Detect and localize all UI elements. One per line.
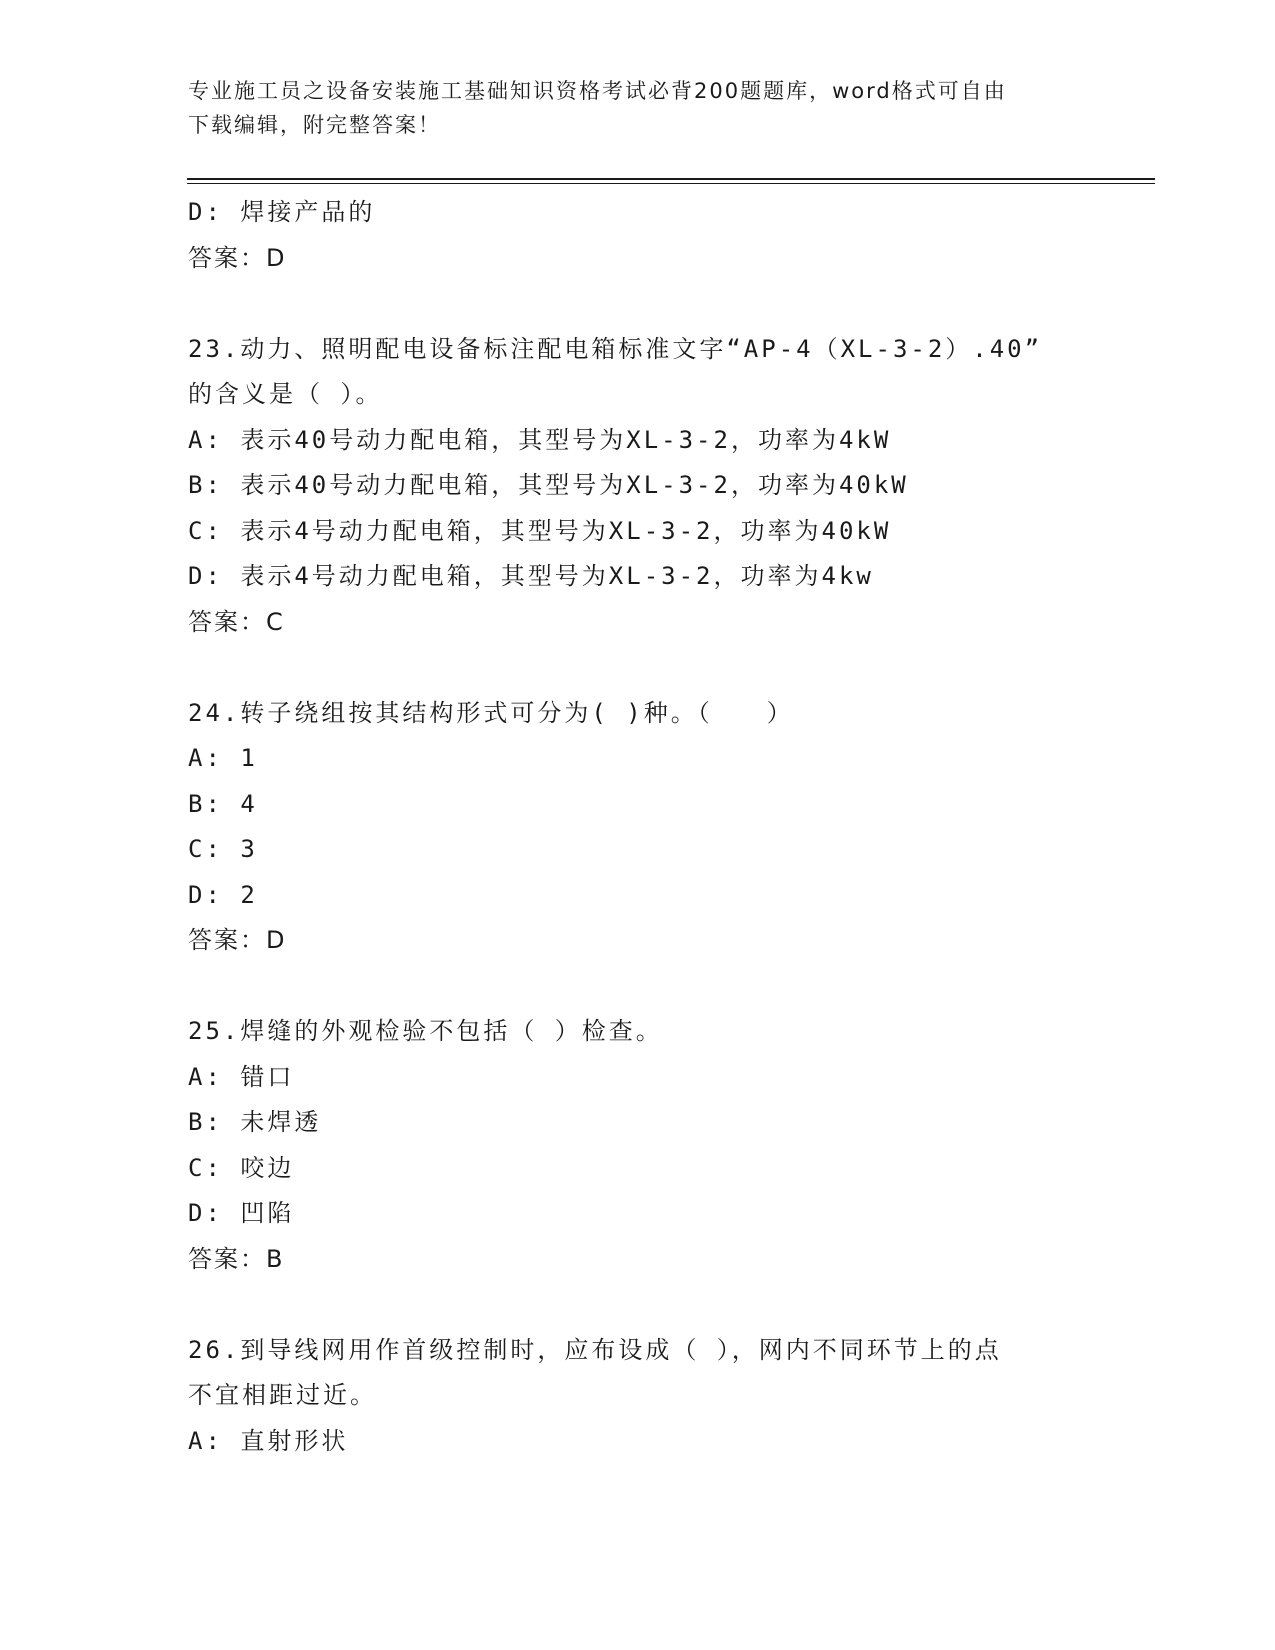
question-23 [188,327,1068,646]
option-a: A: 1 [188,744,258,772]
option-b: B: 未焊透 [188,1108,322,1136]
option-c: C: 表示4号动力配电箱，其型号为XL-3-2，功率为40kW [188,516,892,545]
question-title: 25.焊缝的外观检验不包括（ ）检查。 [188,1017,663,1045]
question-list [188,190,1068,1464]
question-title: 24.转子绕组按其结构形式可分为( )种。（ ） [188,698,794,727]
answer-line: 答案：D [188,926,287,954]
question-spacer [188,281,1068,327]
question-title-continued: 的含义是（ ）。 [188,380,383,408]
option-a: A: 表示40号动力配电箱，其型号为XL-3-2，功率为4kW [188,425,892,454]
question-26 [188,1328,1068,1465]
question-title: 23.动力、照明配电设备标注配电箱标准文字“AP-4（XL-3-2）.40” [188,334,1043,363]
option-c: C: 咬边 [188,1153,295,1182]
option-c: C: 3 [188,835,258,863]
option-d: D: 表示4号动力配电箱，其型号为XL-3-2，功率为4kw [188,562,874,590]
question-spacer [188,645,1068,691]
option-d: D: 2 [188,880,258,909]
answer-line: 答案：B [188,1244,285,1273]
option-a: A: 直射形状 [188,1426,349,1455]
header-divider-thick [187,178,1155,180]
question-25 [188,1009,1068,1282]
option-a: A: 错口 [188,1062,295,1091]
page-header [188,74,1068,142]
option-b: B: 表示40号动力配电箱，其型号为XL-3-2，功率为40kW [188,471,909,499]
answer-line: 答案：C [188,607,285,636]
question-title-continued: 不宜相距过近。 [188,1381,377,1409]
header-title-line-1: 专业施工员之设备安装施工基础知识资格考试必背200题题库，word格式可自由 [188,79,1007,103]
question-spacer [188,964,1068,1010]
option-d: D: 凹陷 [188,1199,295,1227]
header-title-line-2: 下载编辑，附完整答案！ [188,113,441,137]
answer-line: 答案：D [188,243,287,272]
question-title: 26.到导线网用作首级控制时，应布设成（ ），网内不同环节上的点 [188,1335,1002,1364]
header-divider-thin [187,183,1155,184]
option-b: B: 4 [188,789,258,818]
option-d: D: 焊接产品的 [188,198,376,226]
question-spacer [188,1282,1068,1328]
question-24 [188,691,1068,964]
